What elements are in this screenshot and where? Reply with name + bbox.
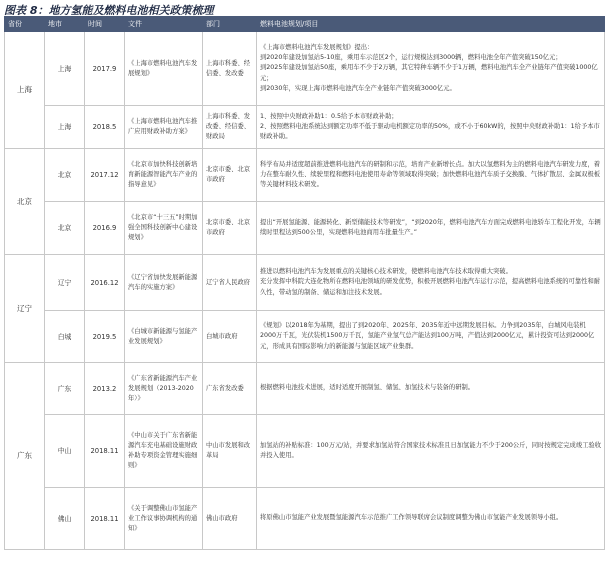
document-cell: 《上海市燃料电池汽车发展规划》 [125,32,203,106]
time-cell: 2017.12 [85,149,125,202]
header-document: 文件 [125,17,203,32]
header-region: 地市 [45,17,85,32]
region-cell: 白城 [45,311,85,363]
department-cell: 上海市科委、经信委、发改委 [203,32,257,106]
province-cell: 上海 [5,32,45,149]
department-cell: 白城市政府 [203,311,257,363]
document-cell: 《上海市燃料电池汽车推广应用财政补助方案》 [125,106,203,149]
content-cell: 将原佛山市氢能产业发展暨氢能源汽车示范推广工作领导联席会议制度调整为佛山市氢能产业发展领导小组。 [257,488,605,550]
province-cell: 辽宁 [5,255,45,363]
region-cell: 北京 [45,149,85,202]
time-cell: 2019.5 [85,311,125,363]
table-header-row [5,17,605,32]
content-cell: 《上海市燃料电池汽车发展规划》提出： 到2020年建设加氢站5-10座，乘用车示范区2个，运行规模达到3000辆，燃料电池全年产值突破150亿元； 到2025年建设加氢站50座，乘用车不少于2万辆，其它特种车辆不少于1万辆，燃料电池汽车全产业链年产值突破1000亿元； 到2030年，实现上海市燃料电池汽车全产业链年产值突破3000亿元。 [257,32,605,106]
region-cell: 中山 [45,415,85,488]
time-cell: 2017.9 [85,32,125,106]
content-cell: 提出“开展氢能源、能源转化、新型储能技术等研发”，“到2020年，燃料电池汽车方面完成燃料电池轿车工程化开发，车辆续时里程达到500公里，实现燃料电池商用车批量生产。” [257,202,605,255]
document-cell: 《广东省新能源汽车产业发展规划（2013-2020年）》 [125,363,203,415]
table-row [5,106,605,149]
header-time: 时间 [85,17,125,32]
content-cell: 加氢站的补贴标准：100万元/站，并要求加氢站符合国家技术标准且日加氢能力不少于200公斤，同时按规定完成竣工验收并投入使用。 [257,415,605,488]
time-cell: 2018.11 [85,488,125,550]
content-cell: 推进以燃料电池汽车为发展重点的关键核心技术研发，使燃料电池汽车技术取得重大突破。 充分发挥中科院大连化物所在燃料电池领域的研发优势，积极开展燃料电池汽车运行示范，提高燃料电池系统的可靠性和耐久性，带动氢的制备、储运和加注技术发展。 [257,255,605,311]
table-row [5,311,605,363]
region-cell: 广东 [45,363,85,415]
document-cell: 《辽宁省加快发展新能源汽车的实施方案》 [125,255,203,311]
content-cell: 1、按照中央财政补助1：0.5给予本市财政补助； 2、按照燃料电池系统达到额定功率不低于驱动电机额定功率的50%，或不小于60kW的，按照中央财政补助1：1给予本市财政补助。 [257,106,605,149]
table-row [5,202,605,255]
table-row [5,363,605,415]
time-cell: 2016.9 [85,202,125,255]
figure-title: 图表 8：地方氢能及燃料电池相关政策梳理 [4,4,214,17]
time-cell: 2018.5 [85,106,125,149]
department-cell: 辽宁省人民政府 [203,255,257,311]
document-cell: 《关于调整佛山市氢能产业工作议事协调机构的通知》 [125,488,203,550]
time-cell: 2013.2 [85,363,125,415]
policy-table [4,16,605,550]
time-cell: 2018.11 [85,415,125,488]
document-cell: 《北京市“十三五”时期加强全国科技创新中心建设规划》 [125,202,203,255]
region-cell: 上海 [45,32,85,106]
region-cell: 北京 [45,202,85,255]
province-cell: 北京 [5,149,45,255]
department-cell: 广东省发改委 [203,363,257,415]
document-cell: 《中山市关于广东省新能源汽车充电基础设施财政补助专项资金管理实施细则》 [125,415,203,488]
header-content: 燃料电池规划/项目 [257,17,605,32]
document-cell: 《白城市新能源与氢能产业发展规划》 [125,311,203,363]
table-row [5,488,605,550]
department-cell: 上海市科委、发改委、经信委、财政局 [203,106,257,149]
header-province: 省份 [5,17,45,32]
province-cell: 广东 [5,363,45,550]
table-row [5,149,605,202]
content-cell: 科学布局并适度超前推进燃料电池汽车的研制和示范，培育产业新增长点。加大以氢燃料为主的燃料电池汽车研发力度，着力在整车耐久性、续驶里程和燃料电池使用寿命等领域取得突破；加快燃料电池汽车质子交换膜、气体扩散层、金属双极板等关键材料技术研发。 [257,149,605,202]
department-cell: 佛山市政府 [203,488,257,550]
region-cell: 佛山 [45,488,85,550]
region-cell: 上海 [45,106,85,149]
header-department: 部门 [203,17,257,32]
region-cell: 辽宁 [45,255,85,311]
table-row [5,415,605,488]
department-cell: 北京市委、北京市政府 [203,149,257,202]
content-cell: 《规划》以2018年为基期，提出了到2020年、2025年、2035年近中远期发展目标。力争到2035年，白城风电装机2000万千瓦，光伏装机1500万千瓦，氢能产业氢气总产能达到100万吨，产值达到2000亿元，累计投资可达到2000亿元，形成具有国际影响力的新能源与氢能区域产业集群。 [257,311,605,363]
department-cell: 北京市委、北京市政府 [203,202,257,255]
table-row [5,255,605,311]
document-cell: 《北京市加快科技创新培育新能源智能汽车产业的指导意见》 [125,149,203,202]
table-row [5,32,605,106]
content-cell: 根据燃料电池技术进展，适时适度开展制氢、储氢、加氢技术与装备的研制。 [257,363,605,415]
time-cell: 2016.12 [85,255,125,311]
department-cell: 中山市发展和改革局 [203,415,257,488]
